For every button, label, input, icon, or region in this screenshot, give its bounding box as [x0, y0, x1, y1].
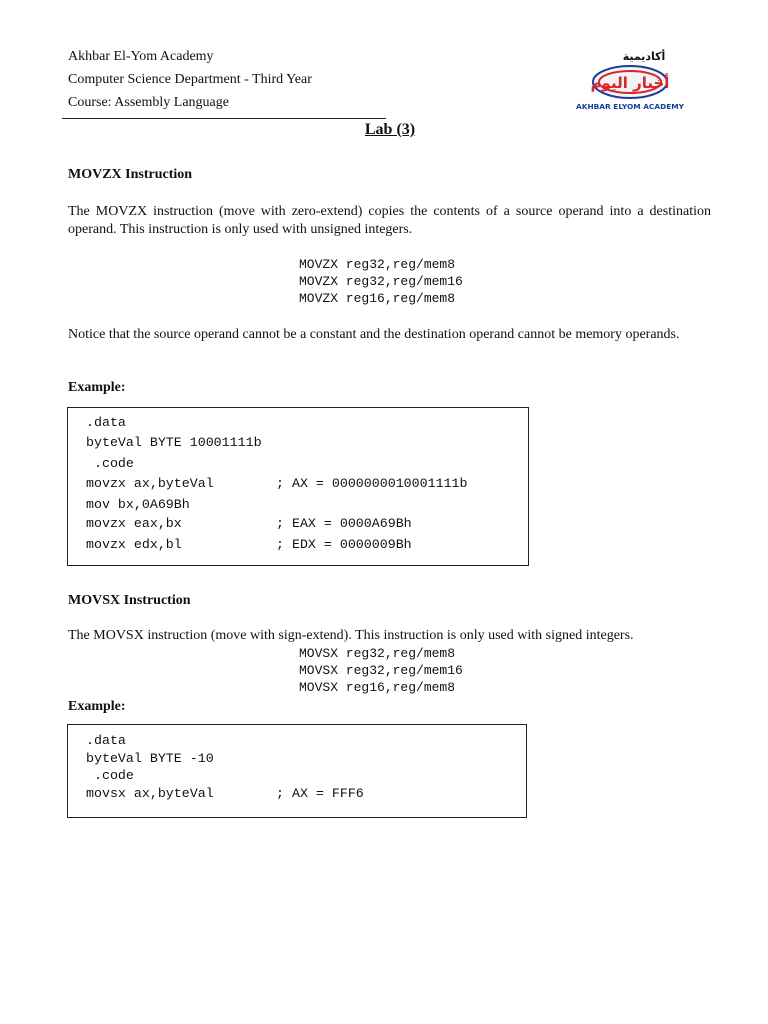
academy-logo: [576, 47, 684, 115]
logo-arabic-main: أخبار اليوم: [590, 74, 670, 92]
movsx-description: The MOVSX instruction (move with sign-extend). This instruction is only used with signed integers.: [68, 628, 634, 643]
movzx-syntax-1: MOVZX reg32,reg/mem8: [299, 257, 456, 272]
code-comment: ; AX = FFF6: [276, 786, 364, 801]
movsx-syntax-1: MOVSX reg32,reg/mem8: [299, 646, 456, 661]
code-comment: ; EDX = 0000009Bh: [276, 537, 412, 552]
movzx-example-label: Example:: [68, 380, 126, 395]
movsx-heading: MOVSX Instruction: [68, 593, 191, 608]
logo-arabic-top: أكاديمية: [622, 50, 666, 63]
department-line: Computer Science Department - Third Year: [68, 72, 312, 87]
code-line: byteVal BYTE -10: [86, 751, 214, 766]
code-comment: ; AX = 0000000010001111b: [276, 476, 468, 491]
logo-caption: AKHBAR ELYOM ACADEMY: [576, 102, 684, 111]
academy-name: Akhbar El-Yom Academy: [68, 49, 214, 64]
movsx-example-label: Example:: [68, 699, 126, 714]
movsx-syntax-3: MOVSX reg16,reg/mem8: [299, 680, 456, 695]
page-title-text: Lab (3): [364, 121, 416, 138]
code-line: .data: [86, 733, 126, 748]
movzx-syntax-2: MOVZX reg32,reg/mem16: [299, 274, 463, 289]
academy-logo-icon: [576, 47, 684, 115]
movzx-description: The MOVZX instruction (move with zero-extend) copies the contents of a source operand into a destination operand. This instruction is only used with unsigned integers.: [68, 204, 711, 237]
code-line: movzx ax,byteVal ; AX = 0000000010001111b: [86, 476, 468, 491]
movsx-syntax-2: MOVSX reg32,reg/mem16: [299, 663, 463, 678]
code-line: movsx ax,byteVal ; AX = FFF6: [86, 786, 364, 801]
code-comment: ; EAX = 0000A69Bh: [276, 516, 412, 531]
course-line: Course: Assembly Language: [68, 95, 229, 110]
code-line: byteVal BYTE 10001111b: [86, 435, 262, 450]
header-rule: [62, 118, 386, 119]
movsx-example-code-box: [67, 724, 527, 818]
code-line: .code: [86, 456, 134, 471]
movzx-syntax-3: MOVZX reg16,reg/mem8: [299, 291, 456, 306]
movzx-example-code-box: [67, 407, 529, 566]
code-line: .data: [86, 415, 126, 430]
code-line: movzx eax,bx ; EAX = 0000A69Bh: [86, 516, 412, 531]
page-title: [0, 121, 768, 139]
code-line: .code: [86, 768, 134, 783]
code-line: mov bx,0A69Bh: [86, 497, 190, 512]
movzx-notice: Notice that the source operand cannot be a constant and the destination operand cannot be memory operands.: [68, 327, 680, 342]
code-line: movzx edx,bl ; EDX = 0000009Bh: [86, 537, 412, 552]
movzx-heading: MOVZX Instruction: [68, 167, 193, 182]
